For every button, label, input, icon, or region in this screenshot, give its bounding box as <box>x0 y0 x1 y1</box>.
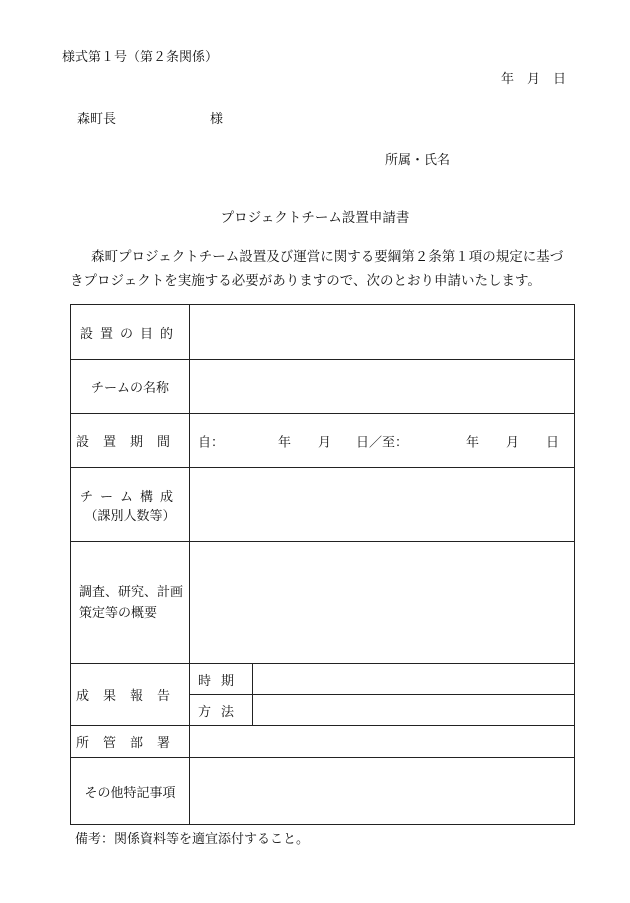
other-row <box>71 758 575 825</box>
department-field[interactable] <box>190 726 575 758</box>
overview-label-line2: 策定等の概要 <box>79 605 158 621</box>
department-label-text: 所管部署 <box>75 736 184 751</box>
purpose-row <box>71 305 575 360</box>
report-timing-row <box>71 664 575 695</box>
period-label <box>71 414 190 468</box>
report-timing-label: 時期 <box>190 664 253 695</box>
overview-row <box>71 542 575 664</box>
other-label-text: その他特記事項 <box>84 785 176 801</box>
overview-label-line1: 調査、研究、計画 <box>79 584 184 600</box>
purpose-label-text: 設置の目的 <box>79 326 180 342</box>
period-year2: 年 <box>466 435 480 450</box>
body-line-2: きプロジェクトを実施する必要がありますので、次のとおり申請いたします。 <box>70 273 541 289</box>
body-line-1: 森町プロジェクトチーム設置及び運営に関する要綱第２条第１項の規定に基づ <box>91 249 564 265</box>
composition-row <box>71 468 575 542</box>
document-title: プロジェクトチーム設置申請書 <box>220 210 410 226</box>
period-day2: 日 <box>546 435 560 450</box>
team-name-row <box>71 360 575 414</box>
period-from-label: 自： <box>198 435 225 450</box>
report-label-text: 成果報告 <box>75 689 184 704</box>
report-method-field[interactable] <box>253 695 575 726</box>
composition-label-main: チーム構成 <box>79 489 180 505</box>
other-field[interactable] <box>190 758 575 825</box>
form-number: 様式第１号（第２条関係） <box>62 50 219 65</box>
period-label-text: 設置期間 <box>75 435 184 450</box>
purpose-label <box>71 305 190 360</box>
period-day-to: 日／至： <box>356 435 409 450</box>
overview-field[interactable] <box>190 542 575 664</box>
application-table <box>70 304 575 825</box>
addressee-name: 森町長 <box>77 112 117 127</box>
honorific: 様 <box>210 112 224 127</box>
report-label <box>71 664 190 726</box>
remark: 備考：関係資料等を適宜添付すること。 <box>75 832 310 847</box>
body-text <box>70 245 564 293</box>
composition-label-sub: （課別人数等） <box>84 508 176 524</box>
applicant-label: 所属・氏名 <box>385 153 451 168</box>
department-label <box>71 726 190 758</box>
purpose-field[interactable] <box>190 305 575 360</box>
team-name-field[interactable] <box>190 360 575 414</box>
date-placeholder: 年 月 日 <box>500 72 566 87</box>
department-row <box>71 726 575 758</box>
overview-label <box>71 542 190 664</box>
period-month2: 月 <box>506 435 520 450</box>
composition-field[interactable] <box>190 468 575 542</box>
period-month: 月 <box>318 435 332 450</box>
period-row <box>71 414 575 468</box>
report-timing-field[interactable] <box>253 664 575 695</box>
team-name-label <box>71 360 190 414</box>
period-field[interactable] <box>190 414 575 468</box>
team-name-label-text: チームの名称 <box>90 381 169 396</box>
other-label <box>71 758 190 825</box>
composition-label <box>71 468 190 542</box>
report-method-label: 方法 <box>190 695 253 726</box>
addressee <box>77 108 224 127</box>
period-year: 年 <box>278 435 292 450</box>
